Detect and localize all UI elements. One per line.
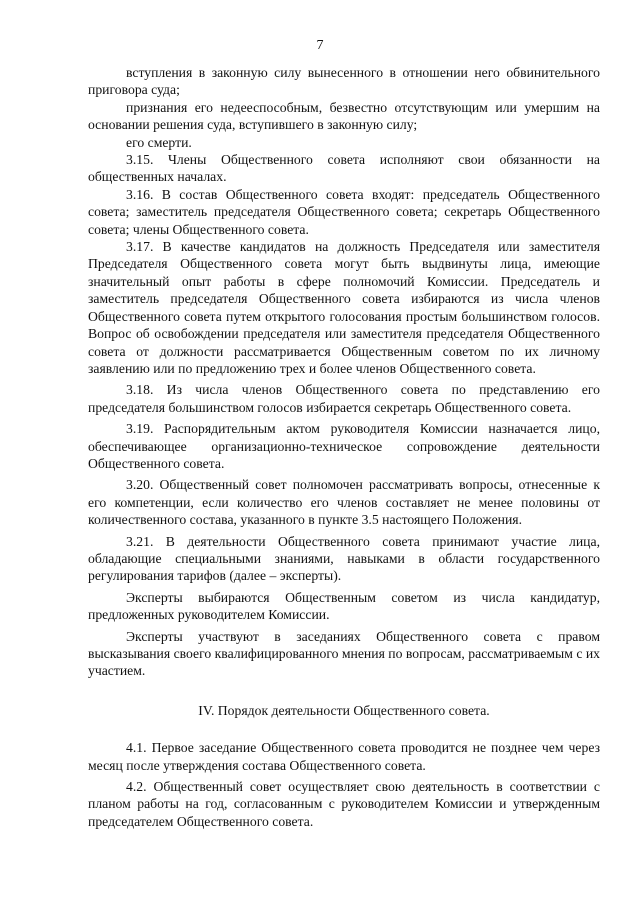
paragraph-3-20: 3.20. Общественный совет полномочен рассматривать вопросы, отнесенные к его компетенции, если количество его членов составляет не менее половины от количественного состава, указанного в пункте 3.5 настоящего Положения.	[88, 477, 600, 528]
paragraph-4-1: 4.1. Первое заседание Общественного совета проводится не позднее чем через месяц после утверждения состава Общественного совета.	[88, 740, 600, 773]
document-body	[88, 64, 600, 830]
paragraph-experts-participation: Эксперты участвуют в заседаниях Общественного совета с правом высказывания своего квалифицированного мнения по вопросам, рассматриваемым с их участием.	[88, 628, 600, 679]
paragraph-incapacity: признания его недееспособным, безвестно отсутствующим или умершим на основании решения суда, вступившего в законную силу;	[88, 99, 600, 133]
paragraph-continuation-1: вступления в законную силу вынесенного в отношении него обвинительного приговора суда;	[88, 65, 600, 98]
section-heading-iv: IV. Порядок деятельности Общественного совета.	[198, 702, 490, 718]
paragraph-3-17: 3.17. В качестве кандидатов на должность Председателя или заместителя Председателя Общественного совета могут быть выдвинуты лица, имеющие значительный опыт работы в сфере полномочий Комиссии. Председатель и заместитель председателя Общественного совета избираются из числа членов Общественного совета путем открытого голосования простым большинством голосов. Вопрос об освобождении председателя или заместителя председателя Общественного совета от должности рассматривается Общественным советом по их личному заявлению или по предложению трех и более членов Общественного совета.	[88, 239, 600, 376]
paragraph-4-2: 4.2. Общественный совет осуществляет свою деятельность в соответствии с планом работы на год, согласованным с руководителем Комиссии и утвержденным председателем Общественного совета.	[88, 779, 600, 829]
paragraph-3-19: 3.19. Распорядительным актом руководителя Комиссии назначается лицо, обеспечивающее организационно-техническое сопровождение деятельности Общественного совета.	[88, 421, 600, 471]
paragraph-3-18: 3.18. Из числа членов Общественного совета по представлению его председателя большинством голосов избирается секретарь Общественного совета.	[88, 382, 600, 415]
paragraph-death: его смерти.	[126, 134, 192, 150]
paragraph-3-16: 3.16. В состав Общественного совета входят: председатель Общественного совета; заместитель председателя Общественного совета; секретарь Общественного совета; члены Общественного совета.	[88, 186, 600, 237]
paragraph-3-15: 3.15. Члены Общественного совета исполняют свои обязанности на общественных началах.	[88, 152, 600, 185]
page-number: 7	[316, 38, 324, 53]
paragraph-experts-selection: Эксперты выбираются Общественным советом из числа кандидатур, предложенных руководителем Комиссии.	[88, 589, 600, 623]
paragraph-3-21: 3.21. В деятельности Общественного совета принимают участие лица, обладающие специальными знаниями, навыками в области государственного регулирования тарифов (далее – эксперты).	[88, 533, 600, 584]
